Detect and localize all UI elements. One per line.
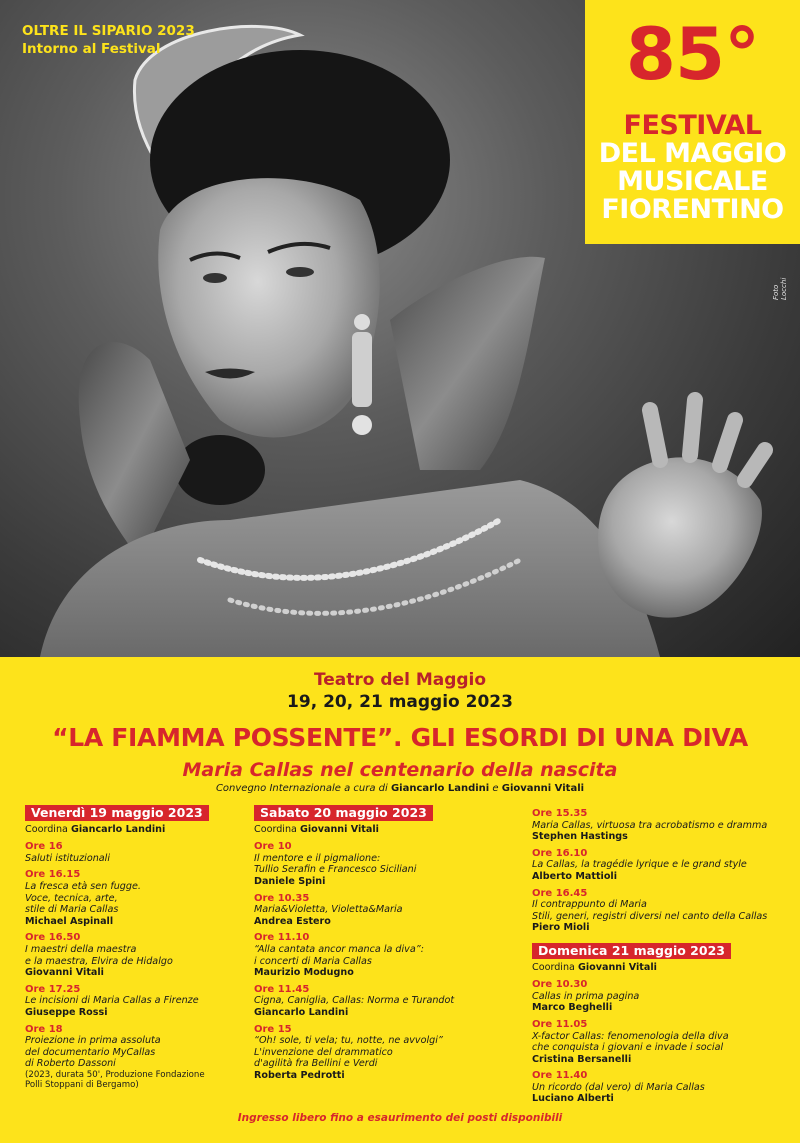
event-time: Ore 10.35 [254,892,310,904]
schedule-event [254,932,524,978]
event-description: Callas in prima pagina [532,990,640,1002]
schedule-event [532,848,787,883]
coordina-label: Coordina [532,961,578,973]
event-speaker: Stephen Hastings [532,831,628,843]
festival-line-1: FESTIVAL [623,110,762,141]
festival-line-3: MUSICALE [617,166,768,197]
day-coordinator [532,962,787,974]
day-coordinator [254,824,524,836]
schedule-event [254,893,524,928]
event-speaker: Piero Mioli [532,922,590,934]
event-description: Il contrappunto di Maria Stili, generi, registri diversi nel canto della Callas [532,899,768,922]
schedule-event [25,932,245,978]
day-coordinator [25,824,245,836]
event-description: Maria Callas, virtuosa tra acrobatismo e dramma [532,819,768,831]
schedule-event [532,808,787,843]
event-speaker: Daniele Spini [254,875,326,887]
festival-logo-box [585,0,800,244]
event-time: Ore 17.25 [25,983,81,995]
schedule-column-saturday [254,805,524,1086]
event-description: “Oh! sole, ti vela; tu, notte, ne avvolgi” L'invenzione del drammatico d'agilità fra Bellini e Verdi [254,1035,443,1070]
event-speaker: Giuseppe Rossi [25,1006,108,1018]
schedule-column-sunday [532,808,787,1110]
event-time: Ore 16.50 [25,932,81,944]
venue: Teatro del Maggio [313,670,487,690]
event-speaker: Roberta Pedrotti [254,1069,345,1081]
event-time: Ore 15 [254,1023,292,1035]
event-dates: 19, 20, 21 maggio 2023 [287,692,513,712]
event-description: La fresca età sen fugge. Voce, tecnica, arte, stile di Maria Callas [25,880,141,916]
schedule-event [25,984,245,1019]
event-description: Un ricordo (dal vero) di Maria Callas [532,1081,705,1093]
festival-line-4: FIORENTINO [601,194,784,225]
photo-credit: Foto Locchi [772,277,788,300]
schedule-event [254,1024,524,1082]
curator-1: Giancarlo Landini [390,783,490,794]
event-speaker: Maurizio Modugno [254,967,354,979]
event-time: Ore 16 [25,841,63,853]
day-header: Venerdì 19 maggio 2023 [25,805,209,821]
event-description: “Alla cantata ancor manca la diva”: i concerti di Maria Callas [254,943,424,967]
schedule-column-friday [25,805,245,1096]
schedule-event [532,1019,787,1065]
event-time: Ore 10 [254,841,292,853]
event-time: Ore 10.30 [532,979,588,991]
event-description: Maria&Violetta, Violetta&Maria [254,904,403,916]
curated-and: e [489,783,502,794]
series-subtitle: Intorno al Festival [22,41,161,57]
series-title: OLTRE IL SIPARIO 2023 [22,23,195,39]
event-description: I maestri della maestra e la maestra, Elvira de Hidalgo [25,943,173,967]
event-description: La Callas, la tragédie lyrique e le grand style [532,859,747,871]
coordina-label: Coordina [25,823,71,835]
festival-line-2: DEL MAGGIO [598,138,787,169]
event-description: Le incisioni di Maria Callas a Firenze [25,995,199,1007]
event-time: Ore 16.15 [25,869,81,881]
day-header: Sabato 20 maggio 2023 [254,805,433,821]
schedule-event [532,888,787,934]
footer-note: Ingresso libero fino a esaurimento dei posti disponibili [237,1112,563,1124]
event-time: Ore 18 [25,1023,63,1035]
festival-edition-number: 85° [625,12,760,96]
event-time: Ore 15.35 [532,808,588,819]
schedule-event [532,979,787,1014]
coordinator-name: Giancarlo Landini [70,823,166,835]
day-header: Domenica 21 maggio 2023 [532,943,731,959]
event-time: Ore 11.45 [254,983,310,995]
coordina-label: Coordina [254,823,300,835]
coordinator-name: Giovanni Vitali [577,961,657,973]
series-header [22,22,195,58]
event-description: Il mentore e il pigmalione: Tullio Serafin e Francesco Siciliani [254,852,417,876]
schedule-event [25,1024,245,1091]
event-time: Ore 16.45 [532,887,588,899]
event-description: Saluti istituzionali [25,852,110,864]
event-time: Ore 11.05 [532,1018,588,1030]
curator-2: Giovanni Vitali [501,783,585,794]
event-time: Ore 11.40 [532,1070,588,1082]
event-title: “LA FIAMMA POSSENTE”. GLI ESORDI DI UNA DIVA [52,723,748,752]
event-speaker: Giancarlo Landini [254,1006,349,1018]
curated-by [0,783,800,794]
event-subtitle: Maria Callas nel centenario della nascita [182,759,618,781]
event-speaker: Michael Aspinall [25,915,114,927]
schedule-event [25,869,245,927]
event-note: (2023, durata 50', Produzione Fondazione Polli Stoppani di Bergamo) [25,1069,205,1091]
schedule-event [254,984,524,1019]
event-time: Ore 11.10 [254,932,310,944]
event-speaker: Marco Beghelli [532,1002,613,1014]
event-speaker: Giovanni Vitali [25,967,104,979]
event-speaker: Andrea Estero [254,915,331,927]
event-speaker: Luciano Alberti [532,1093,614,1105]
coordinator-name: Giovanni Vitali [299,823,379,835]
curated-prefix: Convegno Internazionale a cura di [215,783,391,794]
event-description: Cigna, Caniglia, Callas: Norma e Turandot [254,995,455,1007]
event-description: X-factor Callas: fenomenologia della diva che conquista i giovani e invade i social [532,1030,729,1054]
schedule-event [532,1070,787,1105]
event-speaker: Cristina Bersanelli [532,1053,632,1065]
schedule-event [25,841,245,864]
schedule-event [254,841,524,887]
event-description: Proiezione in prima assoluta del documentario MyCallas di Roberto Dassoni [25,1035,161,1070]
event-time: Ore 16.10 [532,847,588,859]
event-speaker: Alberto Mattioli [532,870,617,882]
